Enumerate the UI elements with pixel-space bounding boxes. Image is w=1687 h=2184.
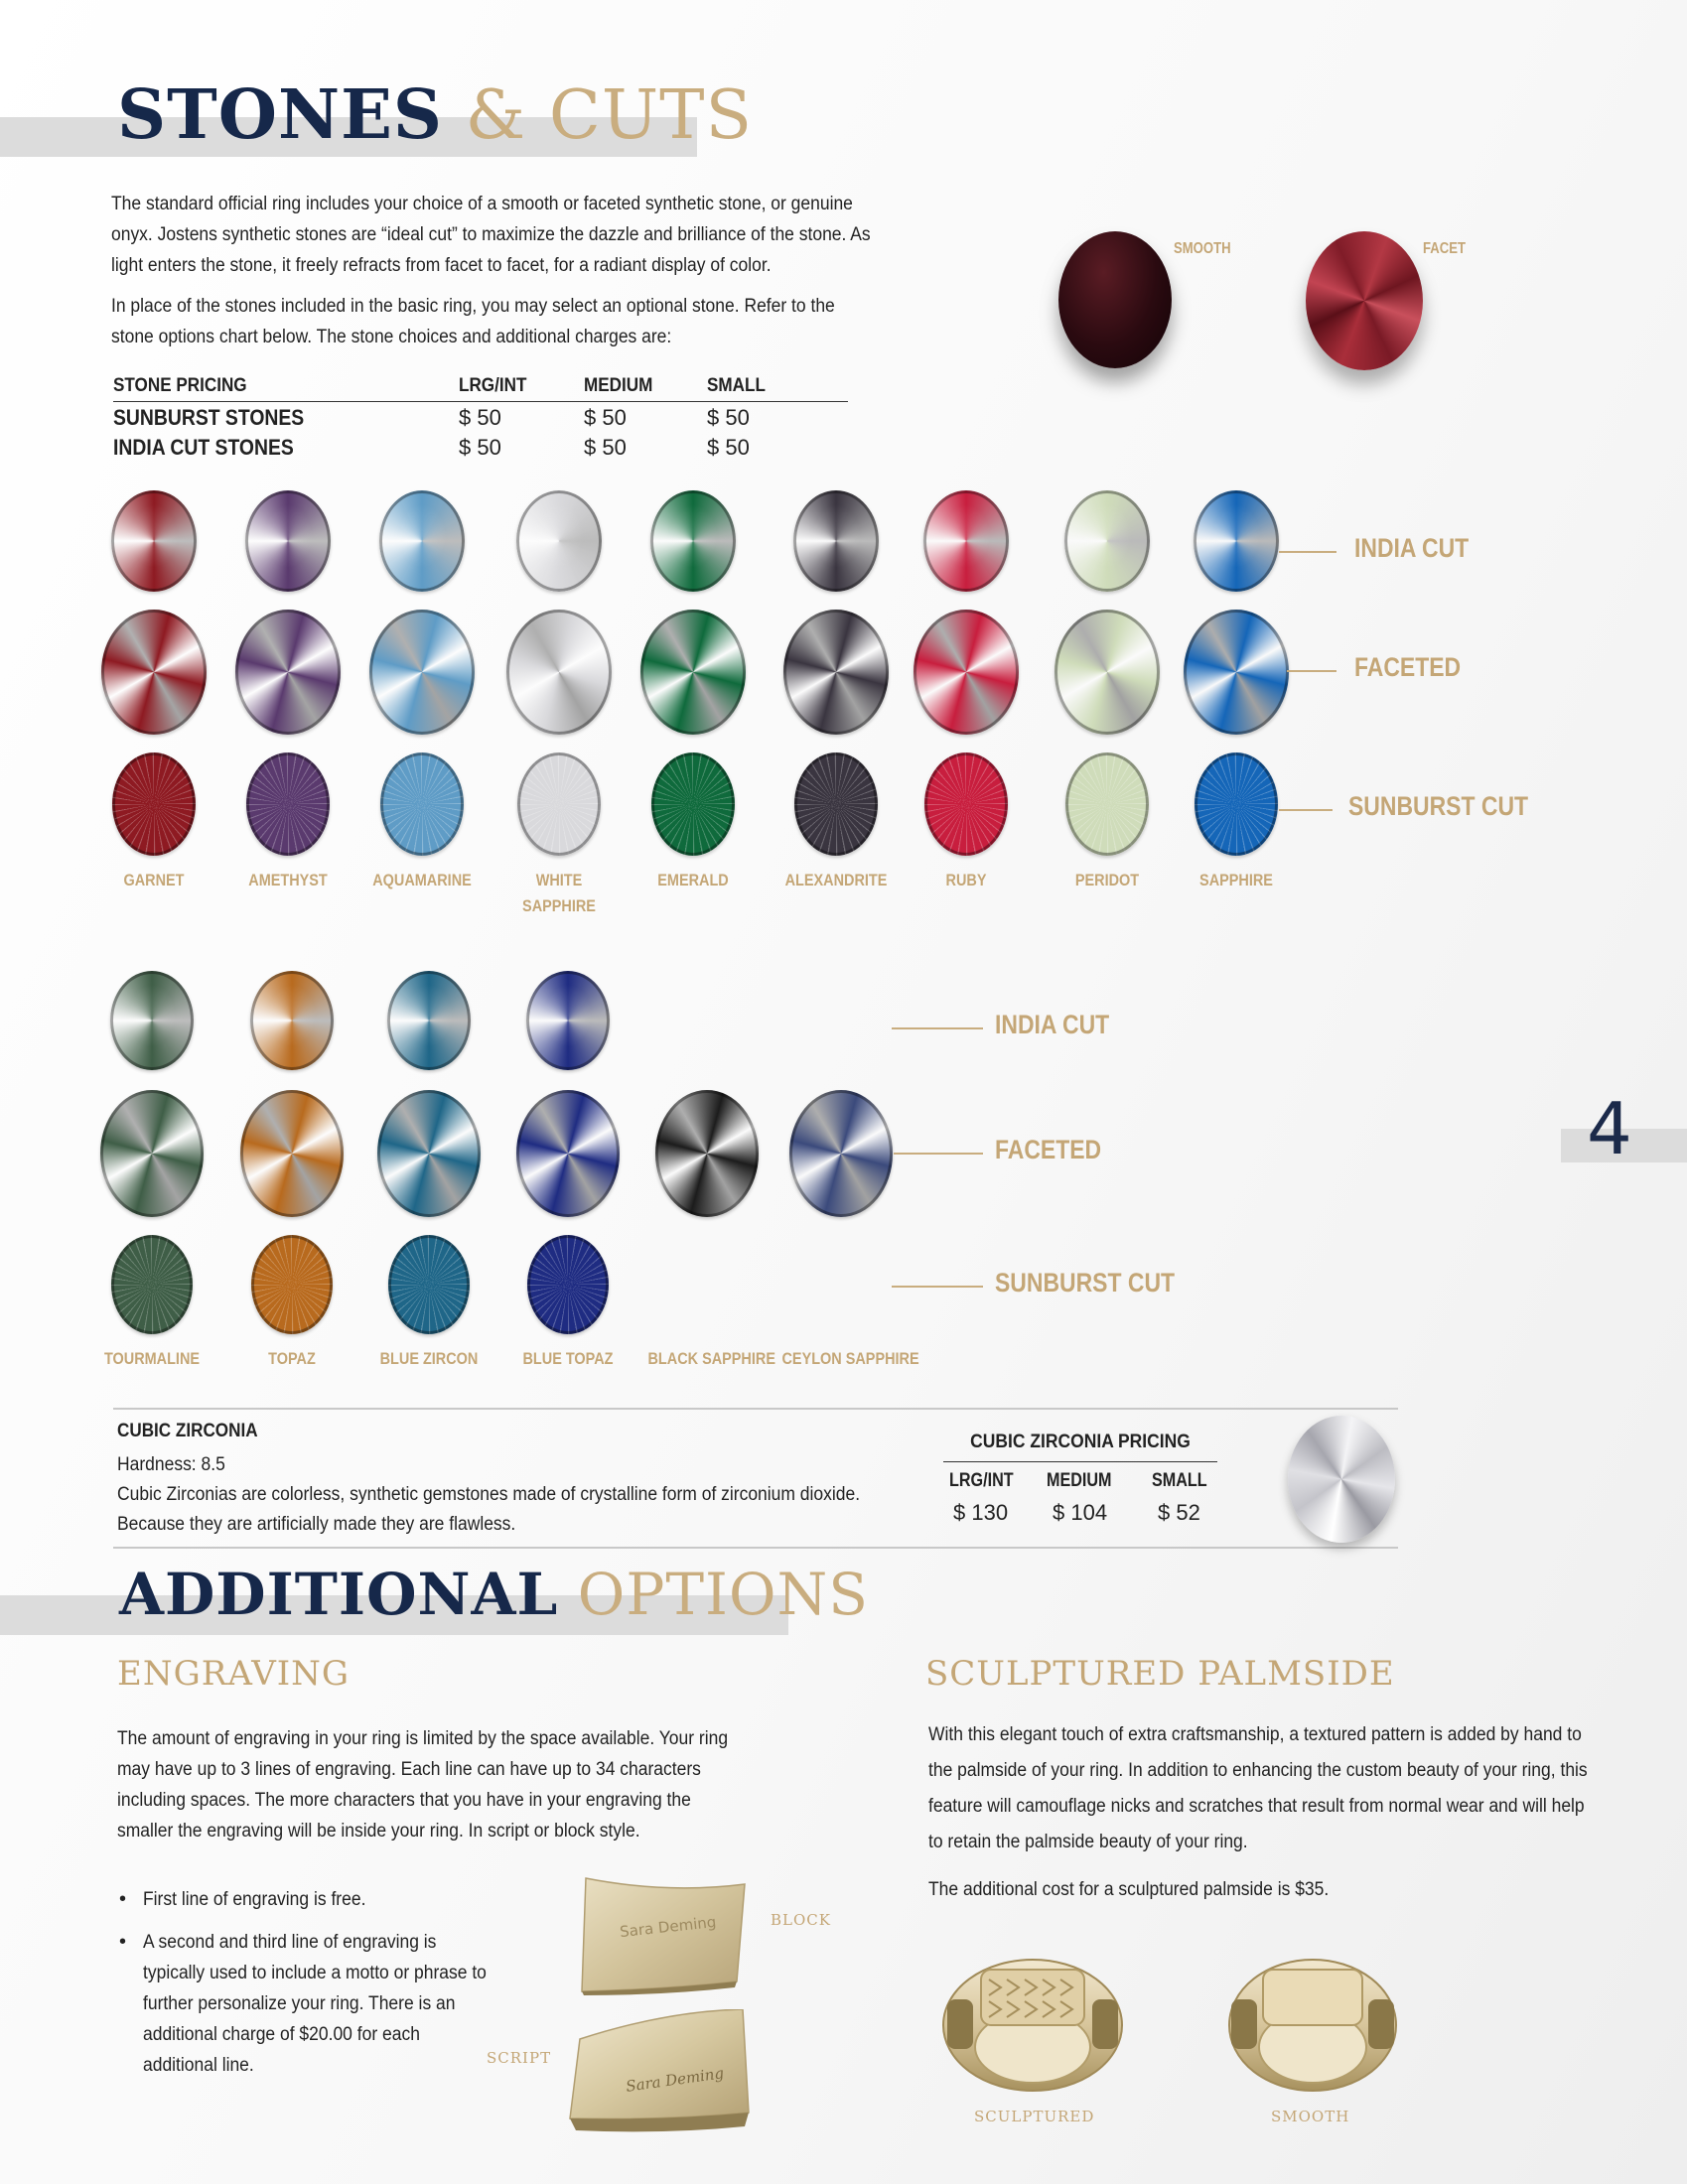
pricing-row-name: INDIA CUT STONES xyxy=(113,435,294,460)
stone-aquamarine-faceted xyxy=(369,610,475,735)
stone-white-sapphire-india xyxy=(516,490,602,592)
stone-peridot-sunburst xyxy=(1065,752,1149,856)
stone-alexandrite-faceted xyxy=(783,610,889,735)
cz-header-medium: MEDIUM xyxy=(1047,1470,1112,1491)
pricing-header-lrg: LRG/INT xyxy=(459,375,527,396)
faceted-label-2: FACETED xyxy=(995,1135,1102,1164)
stone-label: EMERALD xyxy=(657,871,729,889)
stone-blue-topaz-india xyxy=(526,971,610,1070)
additional-title-part1: ADDITIONAL xyxy=(119,1561,559,1628)
sunburst-line-1 xyxy=(1279,809,1333,811)
smooth-label: SMOOTH xyxy=(1174,240,1231,257)
stone-label: ALEXANDRITE xyxy=(784,871,888,889)
stone-peridot-faceted xyxy=(1054,610,1160,735)
pricing-row-lrg: $ 50 xyxy=(459,405,501,430)
cz-price-small: $ 52 xyxy=(1158,1500,1200,1525)
stone-tourmaline-india xyxy=(110,971,194,1070)
pricing-row-name: SUNBURST STONES xyxy=(113,405,305,430)
pricing-row-sunburst xyxy=(113,402,848,432)
stone-label: BLUE ZIRCON xyxy=(379,1349,479,1368)
stone-alexandrite-india xyxy=(793,490,879,592)
additional-title-part2: OPTIONS xyxy=(577,1561,869,1628)
stone-white-sapphire-sunburst xyxy=(517,752,601,856)
smooth-palmside-ring xyxy=(1223,1930,1402,2099)
stone-garnet-india xyxy=(111,490,197,592)
pricing-row-medium: $ 50 xyxy=(584,435,627,460)
stone-label: BLUE TOPAZ xyxy=(522,1349,614,1368)
sculptured-label: SCULPTURED xyxy=(974,2108,1095,2125)
intro-paragraph-1: The standard official ring includes your choice of a smooth or faceted synthetic stone, or genuine onyx. Jostens synthetic stones are “ideal cut” to maximize the dazzle and brilliance of the stone. As light enters the stone, it freely refracts from facet to facet, for a radiant display of color. xyxy=(111,194,871,276)
pricing-row-india xyxy=(113,432,848,462)
stone-emerald-faceted xyxy=(640,610,746,735)
stone-sapphire-faceted xyxy=(1184,610,1289,735)
stone-sapphire-india xyxy=(1194,490,1279,592)
cz-title: CUBIC ZIRCONIA xyxy=(117,1421,258,1441)
sunburst-line-2 xyxy=(892,1286,983,1288)
india-cut-line-1 xyxy=(1279,551,1336,553)
india-cut-line-2 xyxy=(892,1027,983,1029)
stone-peridot-india xyxy=(1064,490,1150,592)
engraving-bullet-1-text: First line of engraving is free. xyxy=(143,1889,366,1910)
engraving-bullet-1 xyxy=(117,1884,534,1915)
stone-label: TOURMALINE xyxy=(103,1349,201,1368)
stone-alexandrite-sunburst xyxy=(794,752,878,856)
facet-label: FACET xyxy=(1423,240,1467,257)
stone-blue-zircon-sunburst xyxy=(388,1235,470,1334)
stone-sapphire-sunburst xyxy=(1195,752,1278,856)
block-engraving-sample xyxy=(578,1874,749,1995)
stone-blue-topaz-sunburst xyxy=(527,1235,609,1334)
additional-title xyxy=(119,1561,869,1628)
cz-price-lrg: $ 130 xyxy=(953,1500,1009,1525)
facet-stone-sample xyxy=(1306,231,1423,370)
stone-label: WHITE SAPPHIRE xyxy=(522,871,596,915)
stone-blue-topaz-faceted xyxy=(516,1090,620,1217)
stone-label: CEYLON SAPPHIRE xyxy=(781,1349,919,1368)
smooth-palmside-label: SMOOTH xyxy=(1271,2108,1350,2125)
palmside-body: With this elegant touch of extra craftsmanship, a textured pattern is added by hand to the palmside of your ring. In addition to enhancing the custom beauty of your ring, this feature will camouflage nicks and scratches that result from normal wear and will help to retain the palmside beauty of your ring. xyxy=(928,1724,1588,1852)
cz-price-medium: $ 104 xyxy=(1053,1500,1108,1525)
stone-ruby-faceted xyxy=(914,610,1019,735)
stone-label: AMETHYST xyxy=(248,871,328,889)
stone-ruby-sunburst xyxy=(924,752,1008,856)
stone-topaz-sunburst xyxy=(251,1235,333,1334)
pricing-row-small: $ 50 xyxy=(707,405,750,430)
sunburst-label-1: SUNBURST CUT xyxy=(1348,791,1529,821)
engraving-bullet-2 xyxy=(117,1927,534,2081)
stone-topaz-faceted xyxy=(240,1090,344,1217)
bullet-dot: • xyxy=(119,1888,127,1910)
stone-white-sapphire-faceted xyxy=(506,610,612,735)
stones-title xyxy=(117,75,753,155)
script-label: SCRIPT xyxy=(487,2049,552,2067)
pricing-header-small: SMALL xyxy=(707,375,766,396)
stone-pricing-header xyxy=(113,373,848,402)
bullet-dot: • xyxy=(119,1931,127,1953)
faceted-line-2 xyxy=(894,1153,983,1155)
pricing-row-lrg: $ 50 xyxy=(459,435,501,460)
engraving-bullets xyxy=(117,1884,534,2081)
stone-label: AQUAMARINE xyxy=(372,871,472,889)
india-cut-label-2: INDIA CUT xyxy=(995,1010,1110,1039)
stone-amethyst-faceted xyxy=(235,610,341,735)
stone-label: SAPPHIRE xyxy=(1199,871,1273,889)
engraving-title: ENGRAVING xyxy=(117,1654,351,1694)
cz-pricing-title: CUBIC ZIRCONIA PRICING xyxy=(943,1432,1217,1462)
cz-bottom-rule xyxy=(113,1547,1398,1549)
sunburst-label-2: SUNBURST CUT xyxy=(995,1268,1176,1297)
cz-description-2: Because they are artificially made they are flawless. xyxy=(117,1514,516,1535)
stone-aquamarine-india xyxy=(379,490,465,592)
stone-black-sapphire-faceted xyxy=(655,1090,759,1217)
india-cut-label-1: INDIA CUT xyxy=(1354,533,1470,563)
faceted-line-1 xyxy=(1287,670,1336,672)
stone-emerald-india xyxy=(650,490,736,592)
pricing-header-stone: STONE PRICING xyxy=(113,375,247,396)
stone-ceylon-sapphire-faceted xyxy=(789,1090,893,1217)
stone-label: PERIDOT xyxy=(1074,871,1140,889)
stone-tourmaline-sunburst xyxy=(111,1235,193,1334)
faceted-label-1: FACETED xyxy=(1354,652,1462,682)
stone-blue-zircon-india xyxy=(387,971,471,1070)
engraving-bullet-2-text: A second and third line of engraving is typically used to include a motto or phrase to further personalize your ring. There is an additional charge of $20.00 for each additional line. xyxy=(143,1932,487,2076)
cz-header-lrg: LRG/INT xyxy=(949,1470,1014,1491)
sculptured-ring xyxy=(937,1930,1128,2099)
pricing-row-medium: $ 50 xyxy=(584,405,627,430)
block-label: BLOCK xyxy=(771,1911,831,1929)
intro-paragraph-2: In place of the stones included in the basic ring, you may select an optional stone. Refer to the stone options chart below. The stone choices and additional charges are: xyxy=(111,296,835,347)
cz-pricing xyxy=(931,1432,1229,1524)
stone-label: GARNET xyxy=(123,871,185,889)
stone-amethyst-india xyxy=(245,490,331,592)
stone-label: BLACK SAPPHIRE xyxy=(647,1349,775,1368)
stone-aquamarine-sunburst xyxy=(380,752,464,856)
pricing-row-small: $ 50 xyxy=(707,435,750,460)
cz-description-1: Cubic Zirconias are colorless, synthetic gemstones made of crystalline form of zirconium dioxide. xyxy=(117,1484,861,1505)
stones-title-part2: & CUTS xyxy=(465,76,754,155)
engraving-body: The amount of engraving in your ring is limited by the space available. Your ring may have up to 3 lines of engraving. Each line can have up to 34 characters including spaces. The more characters that you have in your engraving the smaller the engraving will be inside your ring. In script or block style. xyxy=(117,1728,729,1842)
palmside-cost: The additional cost for a sculptured palmside is $35. xyxy=(928,1879,1330,1900)
block-engraving-text: Sara Deming xyxy=(619,1912,718,1942)
stone-pricing-table xyxy=(113,373,848,462)
palmside-title: SCULPTURED PALMSIDE xyxy=(925,1654,1395,1694)
stone-topaz-india xyxy=(250,971,334,1070)
stone-ruby-india xyxy=(923,490,1009,592)
smooth-stone-sample xyxy=(1058,231,1172,368)
stone-garnet-sunburst xyxy=(112,752,196,856)
stone-garnet-faceted xyxy=(101,610,207,735)
cz-header-small: SMALL xyxy=(1152,1470,1207,1491)
stone-label: TOPAZ xyxy=(268,1349,316,1368)
cz-top-rule xyxy=(113,1408,1398,1410)
stone-emerald-sunburst xyxy=(651,752,735,856)
script-engraving-sample xyxy=(566,2009,755,2136)
stone-label: RUBY xyxy=(945,871,987,889)
stone-amethyst-sunburst xyxy=(246,752,330,856)
pricing-header-medium: MEDIUM xyxy=(584,375,653,396)
stone-blue-zircon-faceted xyxy=(377,1090,481,1217)
stone-tourmaline-faceted xyxy=(100,1090,204,1217)
cubic-zirconia-stone xyxy=(1288,1416,1395,1543)
script-engraving-text: Sara Deming xyxy=(625,2064,726,2096)
page-number: 4 xyxy=(1587,1087,1632,1170)
stones-title-part1: STONES xyxy=(117,75,444,155)
cz-hardness: Hardness: 8.5 xyxy=(117,1454,225,1475)
